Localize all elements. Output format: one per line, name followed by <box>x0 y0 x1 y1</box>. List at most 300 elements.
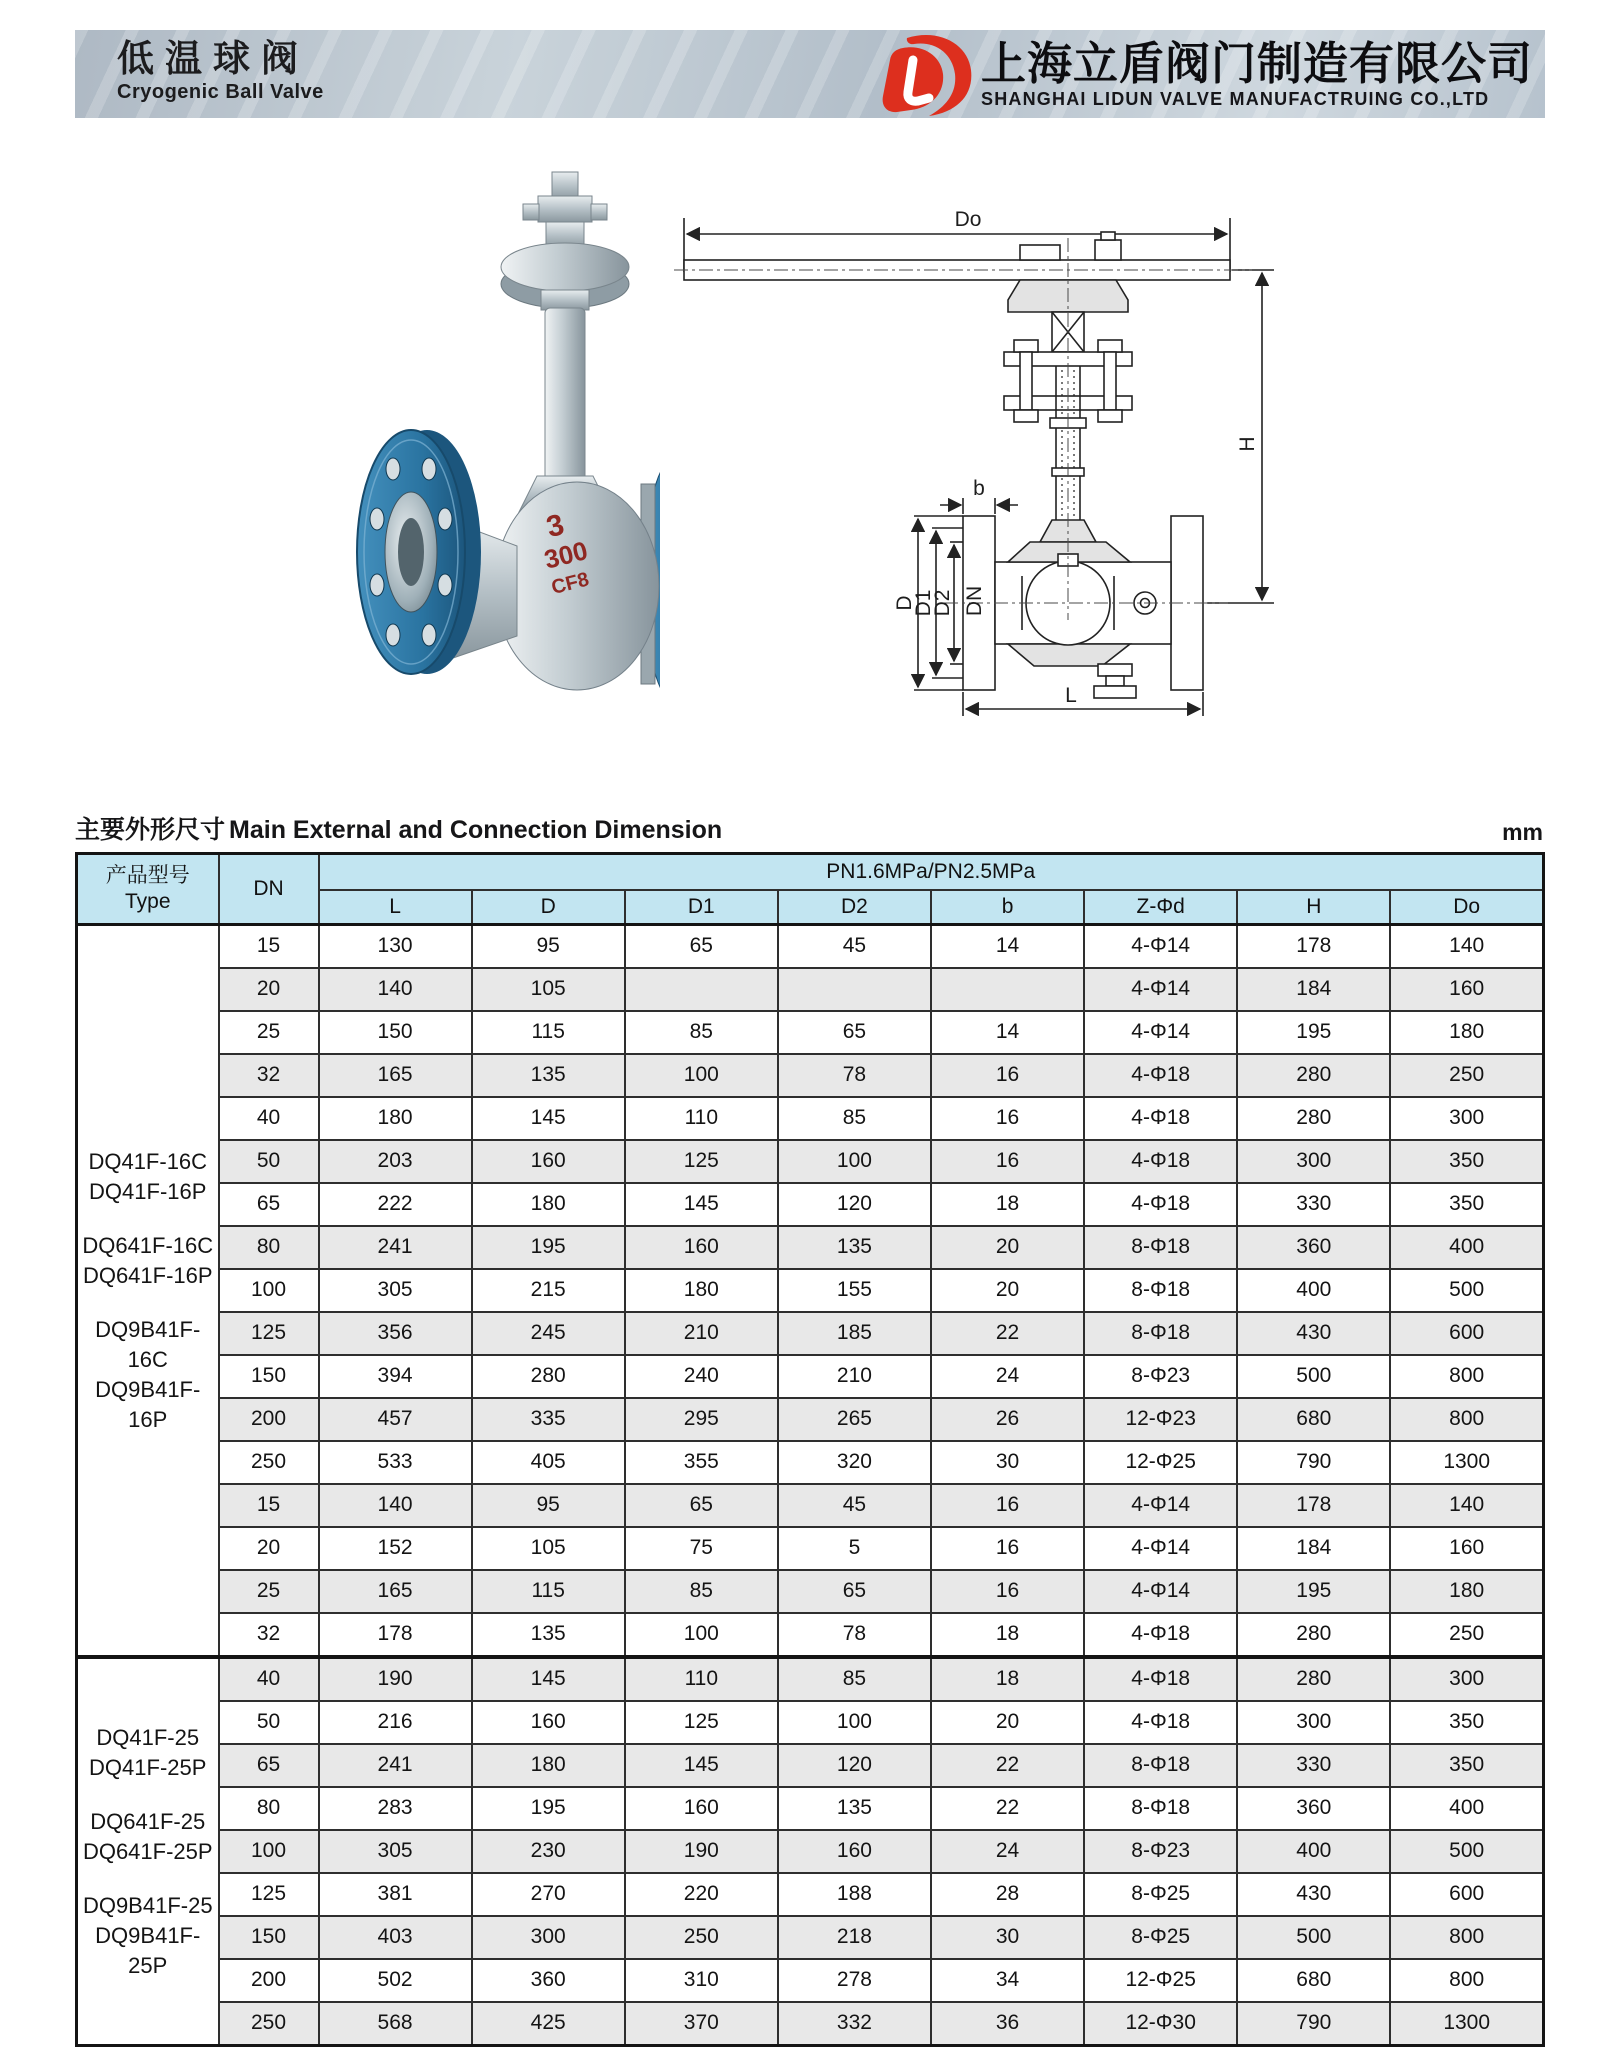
dim-cell: 160 <box>778 1830 931 1873</box>
dim-cell: 425 <box>472 2002 625 2046</box>
dim-cell: 400 <box>1390 1787 1543 1830</box>
dim-cell: 65 <box>625 1484 778 1527</box>
dim-cell: 270 <box>472 1873 625 1916</box>
type-gap <box>78 1207 218 1231</box>
table-row <box>77 1097 1544 1140</box>
dn-cell: 25 <box>219 1011 319 1054</box>
dim-cell: 85 <box>625 1570 778 1613</box>
dim-cell: 20 <box>931 1701 1084 1744</box>
dim-cell: 24 <box>931 1830 1084 1873</box>
dim-cell: 115 <box>472 1570 625 1613</box>
dim-cell: 4-Φ18 <box>1084 1183 1237 1226</box>
dim-label-do: Do <box>954 208 982 231</box>
dim-cell: 800 <box>1390 1398 1543 1441</box>
dim-cell: 195 <box>1237 1570 1390 1613</box>
dn-cell: 50 <box>219 1701 319 1744</box>
dim-cell: 533 <box>319 1441 472 1484</box>
dim-cell: 14 <box>931 925 1084 969</box>
dim-cell: 22 <box>931 1312 1084 1355</box>
dn-cell: 65 <box>219 1183 319 1226</box>
dn-cell: 100 <box>219 1269 319 1312</box>
dim-cell: 190 <box>625 1830 778 1873</box>
type-header-zh: 产品型号 <box>105 863 190 887</box>
dim-cell: 18 <box>931 1657 1084 1701</box>
dim-label-dn: DN <box>963 585 986 617</box>
table-row <box>77 1484 1544 1527</box>
dim-cell: 155 <box>778 1269 931 1312</box>
dim-cell: 280 <box>1237 1657 1390 1701</box>
dim-cell: 330 <box>1237 1744 1390 1787</box>
dim-cell: 45 <box>778 925 931 969</box>
valve-photo <box>255 150 660 722</box>
dim-cell: 1300 <box>1390 2002 1543 2046</box>
dim-cell: 188 <box>778 1873 931 1916</box>
dim-cell: 135 <box>778 1787 931 1830</box>
type-gap <box>78 1291 218 1315</box>
table-row <box>77 1657 1544 1701</box>
dim-cell: 4-Φ18 <box>1084 1613 1237 1657</box>
dim-cell: 283 <box>319 1787 472 1830</box>
dim-cell: 20 <box>931 1226 1084 1269</box>
dim-cell: 280 <box>1237 1054 1390 1097</box>
dim-cell: 335 <box>472 1398 625 1441</box>
dim-cell: 178 <box>1237 1484 1390 1527</box>
dim-cell: 8-Φ25 <box>1084 1916 1237 1959</box>
dim-cell: 394 <box>319 1355 472 1398</box>
table-row <box>77 1312 1544 1355</box>
dim-cell: 790 <box>1237 2002 1390 2046</box>
dim-cell: 165 <box>319 1570 472 1613</box>
dim-cell: 184 <box>1237 968 1390 1011</box>
table-row <box>77 1916 1544 1959</box>
dim-cell: 140 <box>1390 925 1543 969</box>
dim-cell: 30 <box>931 1441 1084 1484</box>
col-header-zphid: Z-Φd <box>1084 890 1237 925</box>
dim-cell: 350 <box>1390 1744 1543 1787</box>
dim-cell: 4-Φ14 <box>1084 1484 1237 1527</box>
dim-cell: 120 <box>778 1744 931 1787</box>
dim-cell: 4-Φ18 <box>1084 1701 1237 1744</box>
dim-cell: 310 <box>625 1959 778 2002</box>
dn-cell: 50 <box>219 1140 319 1183</box>
dn-cell: 80 <box>219 1226 319 1269</box>
col-header-l: L <box>319 890 472 925</box>
dim-cell: 120 <box>778 1183 931 1226</box>
dim-cell: 241 <box>319 1226 472 1269</box>
dim-cell: 8-Φ23 <box>1084 1830 1237 1873</box>
table-row <box>77 1398 1544 1441</box>
dim-label-h: H <box>1236 436 1259 452</box>
dim-cell: 16 <box>931 1527 1084 1570</box>
dim-cell: 220 <box>625 1873 778 1916</box>
dn-cell: 20 <box>219 968 319 1011</box>
table-row <box>77 1226 1544 1269</box>
dim-cell: 800 <box>1390 1916 1543 1959</box>
dim-cell: 140 <box>1390 1484 1543 1527</box>
dim-cell: 78 <box>778 1054 931 1097</box>
body-marking-class: 300 <box>541 535 591 575</box>
dim-cell: 140 <box>319 968 472 1011</box>
type-model-label: DQ641F-16C <box>82 1232 214 1258</box>
dim-cell: 178 <box>1237 925 1390 969</box>
dim-cell: 125 <box>625 1701 778 1744</box>
dim-cell: 100 <box>778 1140 931 1183</box>
dn-cell: 80 <box>219 1787 319 1830</box>
dim-cell: 300 <box>472 1916 625 1959</box>
dim-cell: 165 <box>319 1054 472 1097</box>
unit-label: mm <box>1502 819 1543 845</box>
dimension-table-header <box>77 854 1544 925</box>
dim-cell: 300 <box>1237 1701 1390 1744</box>
col-header-d1: D1 <box>625 890 778 925</box>
dim-cell: 330 <box>1237 1183 1390 1226</box>
dim-cell: 30 <box>931 1916 1084 1959</box>
dimension-table <box>75 852 1545 2047</box>
dim-cell: 280 <box>1237 1613 1390 1657</box>
table-row <box>77 925 1544 969</box>
table-row <box>77 968 1544 1011</box>
dim-cell: 12-Φ25 <box>1084 1441 1237 1484</box>
dim-cell: 75 <box>625 1527 778 1570</box>
dim-cell: 65 <box>625 925 778 969</box>
pressure-group-header: PN1.6MPa/PN2.5MPa <box>319 854 1544 891</box>
dim-cell: 16 <box>931 1054 1084 1097</box>
dim-cell: 210 <box>778 1355 931 1398</box>
dn-cell: 25 <box>219 1570 319 1613</box>
dim-cell: 680 <box>1237 1398 1390 1441</box>
dim-label-d: D <box>893 595 916 611</box>
table-row <box>77 2002 1544 2046</box>
dim-cell: 145 <box>472 1657 625 1701</box>
type-model-cell <box>77 925 219 1658</box>
dim-cell: 145 <box>625 1183 778 1226</box>
dim-cell: 295 <box>625 1398 778 1441</box>
table-row <box>77 1054 1544 1097</box>
dim-cell: 145 <box>625 1744 778 1787</box>
dim-cell: 280 <box>1237 1097 1390 1140</box>
valve-technical-drawing <box>668 148 1285 730</box>
dim-cell: 180 <box>625 1269 778 1312</box>
type-model-label: DQ9B41F-16P <box>95 1376 201 1432</box>
table-row <box>77 1355 1544 1398</box>
dim-cell: 405 <box>472 1441 625 1484</box>
dim-cell: 180 <box>472 1183 625 1226</box>
dim-cell: 16 <box>931 1097 1084 1140</box>
dim-cell: 370 <box>625 2002 778 2046</box>
dim-cell: 305 <box>319 1269 472 1312</box>
type-model-label: DQ41F-25P <box>89 1754 207 1780</box>
type-header-en: Type <box>124 890 171 913</box>
dim-cell: 600 <box>1390 1312 1543 1355</box>
dim-cell: 190 <box>319 1657 472 1701</box>
dim-cell: 790 <box>1237 1441 1390 1484</box>
dim-cell: 28 <box>931 1873 1084 1916</box>
dim-cell: 110 <box>625 1097 778 1140</box>
dim-cell: 160 <box>472 1701 625 1744</box>
dim-cell: 305 <box>319 1830 472 1873</box>
dim-cell: 26 <box>931 1398 1084 1441</box>
dim-cell: 222 <box>319 1183 472 1226</box>
dim-label-b: b <box>973 477 985 500</box>
dim-cell: 241 <box>319 1744 472 1787</box>
table-row <box>77 1570 1544 1613</box>
company-name-block <box>981 38 1543 111</box>
table-row <box>77 1183 1544 1226</box>
type-gap <box>78 1783 218 1807</box>
dim-cell <box>778 968 931 1011</box>
type-model-cell <box>77 1657 219 2046</box>
type-model-label: DQ641F-16P <box>82 1262 213 1288</box>
dim-cell: 500 <box>1390 1830 1543 1873</box>
dim-cell: 12-Φ25 <box>1084 1959 1237 2002</box>
dim-cell: 400 <box>1390 1226 1543 1269</box>
dim-cell: 12-Φ30 <box>1084 2002 1237 2046</box>
col-header-do: Do <box>1390 890 1543 925</box>
dim-cell: 180 <box>1390 1011 1543 1054</box>
dim-cell: 355 <box>625 1441 778 1484</box>
type-model-label: DQ41F-16P <box>89 1178 207 1204</box>
dim-cell: 105 <box>472 968 625 1011</box>
dim-cell: 160 <box>625 1226 778 1269</box>
dim-cell: 360 <box>1237 1226 1390 1269</box>
dn-cell: 150 <box>219 1916 319 1959</box>
header-row-top <box>77 854 1544 891</box>
dim-cell: 160 <box>1390 1527 1543 1570</box>
dn-cell: 125 <box>219 1873 319 1916</box>
table-row <box>77 1269 1544 1312</box>
dim-cell: 1300 <box>1390 1441 1543 1484</box>
dim-cell: 381 <box>319 1873 472 1916</box>
dim-cell: 218 <box>778 1916 931 1959</box>
valve-body <box>453 462 660 698</box>
dim-cell: 180 <box>1390 1570 1543 1613</box>
dim-cell: 300 <box>1390 1097 1543 1140</box>
dim-cell: 95 <box>472 925 625 969</box>
dim-cell: 24 <box>931 1355 1084 1398</box>
dim-cell: 568 <box>319 2002 472 2046</box>
dim-cell: 332 <box>778 2002 931 2046</box>
dim-cell: 8-Φ18 <box>1084 1787 1237 1830</box>
dim-cell: 8-Φ18 <box>1084 1312 1237 1355</box>
dim-cell: 8-Φ18 <box>1084 1226 1237 1269</box>
dn-cell: 125 <box>219 1312 319 1355</box>
dim-cell: 8-Φ18 <box>1084 1744 1237 1787</box>
dim-cell: 280 <box>472 1355 625 1398</box>
table-row <box>77 1011 1544 1054</box>
dim-cell: 100 <box>778 1701 931 1744</box>
type-gap <box>78 1867 218 1891</box>
dim-cell: 14 <box>931 1011 1084 1054</box>
dim-cell: 135 <box>472 1613 625 1657</box>
dim-cell: 278 <box>778 1959 931 2002</box>
dim-cell: 18 <box>931 1613 1084 1657</box>
valve-flange <box>357 430 481 674</box>
page-header <box>75 30 1545 118</box>
dim-cell: 34 <box>931 1959 1084 2002</box>
dn-cell: 200 <box>219 1959 319 2002</box>
dn-cell: 65 <box>219 1744 319 1787</box>
company-logo-icon <box>873 32 973 116</box>
dim-cell: 430 <box>1237 1312 1390 1355</box>
dim-cell: 250 <box>625 1916 778 1959</box>
dim-cell: 265 <box>778 1398 931 1441</box>
table-row <box>77 1744 1544 1787</box>
dim-cell: 800 <box>1390 1959 1543 2002</box>
dim-cell: 95 <box>472 1484 625 1527</box>
dim-label-d2: D2 <box>931 589 954 617</box>
product-title-zh: 低温球阀 <box>117 38 309 79</box>
dn-cell: 32 <box>219 1613 319 1657</box>
dim-label-l: L <box>1065 684 1077 707</box>
dim-cell: 600 <box>1390 1873 1543 1916</box>
dim-cell: 150 <box>319 1011 472 1054</box>
dim-cell <box>931 968 1084 1011</box>
dim-cell: 180 <box>319 1097 472 1140</box>
company-name-en: SHANGHAI LIDUN VALVE MANUFACTRUING CO.,LTD <box>981 89 1490 110</box>
type-model-label: DQ41F-25 <box>96 1724 200 1750</box>
dim-cell: 430 <box>1237 1873 1390 1916</box>
dim-cell: 195 <box>472 1226 625 1269</box>
dn-cell: 150 <box>219 1355 319 1398</box>
dim-cell: 100 <box>625 1613 778 1657</box>
dim-cell: 4-Φ18 <box>1084 1140 1237 1183</box>
dim-cell: 215 <box>472 1269 625 1312</box>
dim-cell: 85 <box>625 1011 778 1054</box>
dn-cell: 200 <box>219 1398 319 1441</box>
table-title-zh: 主要外形尺寸 <box>75 816 226 844</box>
dim-cell: 300 <box>1237 1140 1390 1183</box>
dim-cell: 203 <box>319 1140 472 1183</box>
dim-cell: 20 <box>931 1269 1084 1312</box>
dn-cell: 250 <box>219 1441 319 1484</box>
dim-cell: 230 <box>472 1830 625 1873</box>
dim-cell: 8-Φ18 <box>1084 1269 1237 1312</box>
dim-cell: 320 <box>778 1441 931 1484</box>
dim-cell: 500 <box>1237 1916 1390 1959</box>
dim-cell: 22 <box>931 1787 1084 1830</box>
col-header-b: b <box>931 890 1084 925</box>
dim-cell: 160 <box>472 1140 625 1183</box>
dim-cell: 350 <box>1390 1140 1543 1183</box>
dn-cell: 250 <box>219 2002 319 2046</box>
dim-cell: 160 <box>1390 968 1543 1011</box>
dim-cell: 502 <box>319 1959 472 2002</box>
table-row <box>77 1959 1544 2002</box>
dimension-table-body <box>77 925 1544 2046</box>
dn-cell: 40 <box>219 1097 319 1140</box>
dim-cell <box>625 968 778 1011</box>
dim-cell: 130 <box>319 925 472 969</box>
dim-cell: 105 <box>472 1527 625 1570</box>
dim-cell: 250 <box>1390 1054 1543 1097</box>
body-marking-size: 3 <box>543 508 568 545</box>
dim-cell: 300 <box>1390 1657 1543 1701</box>
dim-cell: 4-Φ14 <box>1084 1011 1237 1054</box>
dim-cell: 4-Φ14 <box>1084 1570 1237 1613</box>
dim-cell: 210 <box>625 1312 778 1355</box>
dim-cell: 100 <box>625 1054 778 1097</box>
dim-cell: 85 <box>778 1097 931 1140</box>
dim-cell: 250 <box>1390 1613 1543 1657</box>
dim-cell: 135 <box>472 1054 625 1097</box>
valve-stem-assembly <box>501 172 629 512</box>
dn-cell: 15 <box>219 925 319 969</box>
product-title-en: Cryogenic Ball Valve <box>117 80 324 103</box>
dim-cell: 500 <box>1237 1355 1390 1398</box>
dim-cell: 160 <box>625 1787 778 1830</box>
table-row <box>77 1701 1544 1744</box>
dim-cell: 457 <box>319 1398 472 1441</box>
dim-cell: 110 <box>625 1657 778 1701</box>
table-row <box>77 1873 1544 1916</box>
col-header-d2: D2 <box>778 890 931 925</box>
dim-cell: 85 <box>778 1657 931 1701</box>
table-row <box>77 1140 1544 1183</box>
dim-cell: 65 <box>778 1011 931 1054</box>
dn-cell: 40 <box>219 1657 319 1701</box>
table-row <box>77 1830 1544 1873</box>
dim-cell: 4-Φ14 <box>1084 1527 1237 1570</box>
dim-cell: 356 <box>319 1312 472 1355</box>
dim-cell: 115 <box>472 1011 625 1054</box>
type-model-label: DQ641F-25 <box>90 1808 206 1834</box>
dim-cell: 403 <box>319 1916 472 1959</box>
dim-cell: 240 <box>625 1355 778 1398</box>
dn-column-header: DN <box>219 854 319 925</box>
table-title-row <box>75 806 1545 846</box>
dim-cell: 184 <box>1237 1527 1390 1570</box>
dim-cell: 16 <box>931 1484 1084 1527</box>
dim-cell: 36 <box>931 2002 1084 2046</box>
company-name-zh: 上海立盾阀门制造有限公司 <box>981 37 1534 89</box>
dim-cell: 245 <box>472 1312 625 1355</box>
col-header-h: H <box>1237 890 1390 925</box>
dim-cell: 680 <box>1237 1959 1390 2002</box>
dim-cell: 4-Φ14 <box>1084 968 1237 1011</box>
dim-cell: 135 <box>778 1226 931 1269</box>
type-model-label: DQ9B41F-16C <box>95 1316 201 1372</box>
dim-cell: 16 <box>931 1140 1084 1183</box>
table-title-en: Main External and Connection Dimension <box>229 816 723 844</box>
drawing-geometry <box>684 218 1274 716</box>
dim-cell: 216 <box>319 1701 472 1744</box>
type-model-label: DQ641F-25P <box>82 1838 213 1864</box>
company-block <box>873 30 1543 118</box>
dim-cell: 185 <box>778 1312 931 1355</box>
table-row <box>77 1527 1544 1570</box>
dim-cell: 22 <box>931 1744 1084 1787</box>
dim-cell: 360 <box>472 1959 625 2002</box>
type-model-label: DQ41F-16C <box>88 1148 208 1174</box>
table-row <box>77 1787 1544 1830</box>
dim-cell: 500 <box>1390 1269 1543 1312</box>
dim-cell: 65 <box>778 1570 931 1613</box>
body-marking-material: CF8 <box>549 568 592 599</box>
dim-cell: 5 <box>778 1527 931 1570</box>
dn-cell: 32 <box>219 1054 319 1097</box>
dim-cell: 4-Φ18 <box>1084 1657 1237 1701</box>
dim-cell: 400 <box>1237 1269 1390 1312</box>
dim-cell: 125 <box>625 1140 778 1183</box>
dim-cell: 4-Φ18 <box>1084 1097 1237 1140</box>
dim-cell: 400 <box>1237 1830 1390 1873</box>
table-row <box>77 1613 1544 1657</box>
product-title-block <box>117 39 324 104</box>
table-row <box>77 1441 1544 1484</box>
dim-cell: 18 <box>931 1183 1084 1226</box>
type-model-label: DQ9B41F-25 <box>82 1892 213 1918</box>
dim-cell: 195 <box>472 1787 625 1830</box>
